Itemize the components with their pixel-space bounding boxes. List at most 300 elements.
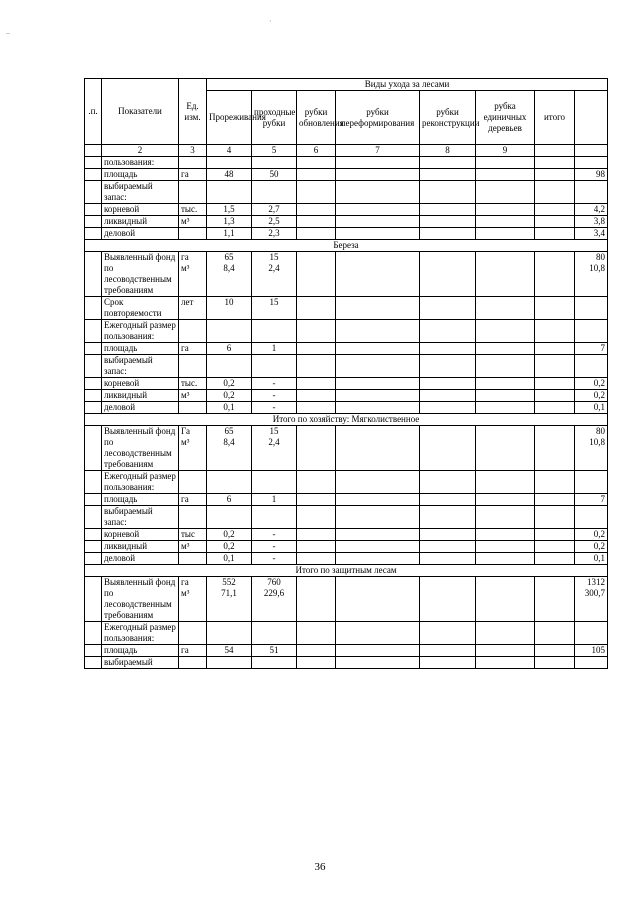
value-cell — [575, 320, 608, 343]
value-cell — [297, 204, 336, 216]
value-cell: 6 — [207, 494, 252, 506]
row-label: площадь — [102, 169, 179, 181]
row-number-cell — [85, 529, 102, 541]
row-label: деловой — [102, 553, 179, 565]
value-cell — [535, 494, 575, 506]
column-number: 4 — [207, 145, 252, 157]
row-label: Срок повторяемости — [102, 297, 179, 320]
table-row — [85, 343, 608, 355]
value-cell: 98 — [575, 169, 608, 181]
row-label: Ежегодный размер пользования: — [102, 471, 179, 494]
table-row — [85, 228, 608, 240]
table-row — [85, 426, 608, 471]
row-label: корневой — [102, 204, 179, 216]
value-cell — [420, 181, 476, 204]
value-cell — [336, 252, 420, 297]
value-cell: 65 8,4 — [207, 252, 252, 297]
row-label: выбираемый запас: — [102, 355, 179, 378]
value-cell: 15 2,4 — [252, 426, 297, 471]
value-cell — [336, 181, 420, 204]
section-title: Итого по хозяйству: Мягколиственное — [85, 414, 608, 426]
value-cell — [420, 157, 476, 169]
value-cell — [420, 506, 476, 529]
value-cell — [252, 355, 297, 378]
row-unit: тыс — [179, 529, 207, 541]
value-cell: 0,1 — [207, 553, 252, 565]
value-cell: 1312 300,7 — [575, 577, 608, 622]
value-cell: 760 229,6 — [252, 577, 297, 622]
value-cell: - — [252, 390, 297, 402]
value-cell — [420, 541, 476, 553]
table-row — [85, 553, 608, 565]
value-cell — [336, 204, 420, 216]
row-label: деловой — [102, 228, 179, 240]
value-cell — [476, 506, 535, 529]
value-cell — [420, 320, 476, 343]
table-row — [85, 577, 608, 622]
value-cell — [336, 390, 420, 402]
value-cell — [297, 390, 336, 402]
col-header-indicator: Показатели — [102, 79, 179, 145]
value-cell: 1 — [252, 343, 297, 355]
table-row — [85, 355, 608, 378]
value-cell — [336, 216, 420, 228]
value-cell — [336, 320, 420, 343]
value-cell — [207, 506, 252, 529]
value-cell — [420, 553, 476, 565]
value-cell — [336, 228, 420, 240]
value-cell — [297, 343, 336, 355]
row-unit: тыс. — [179, 378, 207, 390]
row-label: Выявленный фонд по лесоводственным требованиям — [102, 426, 179, 471]
value-cell — [297, 657, 336, 669]
table-row — [85, 297, 608, 320]
row-label: Ежегодный размер пользования: — [102, 320, 179, 343]
column-number: 8 — [420, 145, 476, 157]
value-cell: 0,2 — [575, 541, 608, 553]
value-cell: 0,2 — [207, 390, 252, 402]
value-cell — [476, 426, 535, 471]
value-cell — [207, 622, 252, 645]
value-cell — [476, 355, 535, 378]
value-cell — [535, 541, 575, 553]
value-cell — [476, 204, 535, 216]
value-cell: - — [252, 541, 297, 553]
value-cell: 0,2 — [207, 541, 252, 553]
value-cell — [476, 541, 535, 553]
value-cell — [252, 622, 297, 645]
value-cell — [297, 577, 336, 622]
value-cell — [336, 529, 420, 541]
column-number: 2 — [102, 145, 179, 157]
value-cell — [535, 506, 575, 529]
value-cell — [252, 181, 297, 204]
value-cell — [336, 553, 420, 565]
row-unit: Га м³ — [179, 426, 207, 471]
col-header: рубки реконструкции — [420, 91, 476, 145]
col-header: итого — [535, 91, 575, 145]
value-cell: - — [252, 553, 297, 565]
row-label: площадь — [102, 645, 179, 657]
value-cell: 51 — [252, 645, 297, 657]
value-cell — [476, 402, 535, 414]
value-cell — [297, 506, 336, 529]
value-cell — [575, 506, 608, 529]
value-cell: 2,3 — [252, 228, 297, 240]
value-cell — [336, 506, 420, 529]
value-cell — [297, 297, 336, 320]
value-cell — [575, 355, 608, 378]
value-cell — [297, 320, 336, 343]
value-cell: 50 — [252, 169, 297, 181]
value-cell — [336, 577, 420, 622]
value-cell — [476, 297, 535, 320]
col-header-unit: Ед. изм. — [179, 79, 207, 145]
table-row — [85, 402, 608, 414]
table-row — [85, 157, 608, 169]
value-cell — [535, 355, 575, 378]
row-unit — [179, 228, 207, 240]
value-cell — [420, 402, 476, 414]
table-row — [85, 622, 608, 645]
table-row — [85, 471, 608, 494]
value-cell — [535, 169, 575, 181]
value-cell — [476, 181, 535, 204]
value-cell — [420, 228, 476, 240]
value-cell — [476, 553, 535, 565]
row-number-cell — [85, 657, 102, 669]
value-cell — [535, 426, 575, 471]
table-row — [85, 657, 608, 669]
col-header: рубка единичных деревьев — [476, 91, 535, 145]
value-cell — [535, 622, 575, 645]
value-cell — [207, 657, 252, 669]
row-unit — [179, 157, 207, 169]
row-number-cell — [85, 390, 102, 402]
value-cell — [252, 320, 297, 343]
value-cell — [420, 343, 476, 355]
value-cell: 10 — [207, 297, 252, 320]
value-cell — [476, 494, 535, 506]
row-number-cell — [85, 157, 102, 169]
page-number: 36 — [314, 861, 326, 873]
value-cell: 0,1 — [575, 402, 608, 414]
value-cell — [535, 529, 575, 541]
row-number-cell — [85, 426, 102, 471]
value-cell — [297, 228, 336, 240]
value-cell — [420, 169, 476, 181]
value-cell — [420, 252, 476, 297]
value-cell — [535, 181, 575, 204]
row-label: ликвидный — [102, 390, 179, 402]
row-number-cell — [85, 228, 102, 240]
value-cell — [476, 157, 535, 169]
col-header-num: .п. — [85, 79, 102, 145]
value-cell — [476, 645, 535, 657]
row-label: ликвидный — [102, 216, 179, 228]
table-row — [85, 645, 608, 657]
value-cell — [297, 378, 336, 390]
row-number-cell — [85, 402, 102, 414]
value-cell — [476, 378, 535, 390]
value-cell — [336, 657, 420, 669]
row-number-cell — [85, 343, 102, 355]
value-cell — [420, 645, 476, 657]
value-cell — [207, 181, 252, 204]
value-cell — [207, 471, 252, 494]
row-unit: га — [179, 169, 207, 181]
value-cell — [476, 252, 535, 297]
value-cell — [420, 529, 476, 541]
row-number-cell — [85, 169, 102, 181]
value-cell — [476, 577, 535, 622]
row-label: пользования: — [102, 157, 179, 169]
value-cell — [476, 169, 535, 181]
value-cell: - — [252, 378, 297, 390]
row-unit: га м³ — [179, 252, 207, 297]
row-label: площадь — [102, 343, 179, 355]
value-cell — [207, 320, 252, 343]
column-number: 9 — [476, 145, 535, 157]
value-cell — [476, 216, 535, 228]
value-cell: 80 10,8 — [575, 252, 608, 297]
col-header-group: Виды ухода за лесами — [207, 79, 608, 91]
value-cell — [297, 252, 336, 297]
value-cell — [476, 343, 535, 355]
row-unit: лет — [179, 297, 207, 320]
value-cell — [336, 402, 420, 414]
value-cell — [297, 553, 336, 565]
row-unit: м³ — [179, 541, 207, 553]
value-cell: 105 — [575, 645, 608, 657]
row-number-cell — [85, 622, 102, 645]
row-unit — [179, 181, 207, 204]
row-number-cell — [85, 378, 102, 390]
value-cell: 80 10,8 — [575, 426, 608, 471]
row-number-cell — [85, 252, 102, 297]
value-cell: 0,2 — [575, 390, 608, 402]
value-cell — [420, 657, 476, 669]
value-cell — [535, 252, 575, 297]
value-cell: - — [252, 402, 297, 414]
value-cell: 48 — [207, 169, 252, 181]
value-cell — [535, 216, 575, 228]
value-cell: 6 — [207, 343, 252, 355]
row-unit: га — [179, 494, 207, 506]
col-header: проходные рубки — [252, 91, 297, 145]
table-row — [85, 378, 608, 390]
value-cell: 1,5 — [207, 204, 252, 216]
value-cell — [535, 297, 575, 320]
value-cell: 65 8,4 — [207, 426, 252, 471]
value-cell: 15 2,4 — [252, 252, 297, 297]
value-cell — [420, 577, 476, 622]
value-cell — [336, 297, 420, 320]
value-cell — [575, 622, 608, 645]
table-row — [85, 506, 608, 529]
value-cell: - — [252, 529, 297, 541]
value-cell — [575, 657, 608, 669]
table-row — [85, 181, 608, 204]
value-cell — [476, 320, 535, 343]
value-cell — [336, 157, 420, 169]
row-unit — [179, 553, 207, 565]
value-cell — [207, 157, 252, 169]
value-cell — [476, 390, 535, 402]
value-cell — [535, 657, 575, 669]
row-unit — [179, 355, 207, 378]
row-number-cell — [85, 181, 102, 204]
value-cell: 1 — [252, 494, 297, 506]
row-unit: м³ — [179, 390, 207, 402]
row-label: деловой — [102, 402, 179, 414]
row-unit — [179, 320, 207, 343]
value-cell: 7 — [575, 494, 608, 506]
value-cell — [252, 157, 297, 169]
row-unit: га — [179, 645, 207, 657]
table-row — [85, 169, 608, 181]
value-cell — [535, 553, 575, 565]
value-cell — [336, 169, 420, 181]
value-cell: 552 71,1 — [207, 577, 252, 622]
value-cell — [297, 645, 336, 657]
section-row — [85, 565, 608, 577]
row-number-cell — [85, 320, 102, 343]
value-cell — [535, 390, 575, 402]
section-row — [85, 414, 608, 426]
col-header: рубки переформирования — [336, 91, 420, 145]
row-number-cell — [85, 471, 102, 494]
row-label: корневой — [102, 529, 179, 541]
value-cell: 0,2 — [207, 378, 252, 390]
forest-care-table — [84, 78, 608, 669]
value-cell — [297, 426, 336, 471]
value-cell — [420, 622, 476, 645]
value-cell — [207, 355, 252, 378]
value-cell: 1,3 — [207, 216, 252, 228]
value-cell — [297, 181, 336, 204]
value-cell: 0,2 — [575, 378, 608, 390]
table-row — [85, 390, 608, 402]
value-cell: 1,1 — [207, 228, 252, 240]
value-cell — [297, 471, 336, 494]
value-cell: 0,1 — [575, 553, 608, 565]
col-header: рубки обновления — [297, 91, 336, 145]
table-row — [85, 216, 608, 228]
value-cell: 3,4 — [575, 228, 608, 240]
value-cell — [420, 355, 476, 378]
table-row — [85, 541, 608, 553]
row-unit — [179, 471, 207, 494]
row-label: Выявленный фонд по лесоводственным требованиям — [102, 252, 179, 297]
value-cell — [336, 343, 420, 355]
value-cell — [476, 622, 535, 645]
value-cell: 2,7 — [252, 204, 297, 216]
row-label: выбираемый запас: — [102, 506, 179, 529]
row-number-cell — [85, 553, 102, 565]
column-number: 6 — [297, 145, 336, 157]
value-cell — [297, 169, 336, 181]
value-cell — [420, 204, 476, 216]
value-cell: 0,2 — [207, 529, 252, 541]
value-cell — [297, 494, 336, 506]
value-cell — [252, 506, 297, 529]
row-unit: га м³ — [179, 577, 207, 622]
section-row — [85, 240, 608, 252]
value-cell — [420, 378, 476, 390]
row-label: ликвидный — [102, 541, 179, 553]
value-cell — [535, 228, 575, 240]
value-cell — [420, 390, 476, 402]
section-title: Итого по защитным лесам — [85, 565, 608, 577]
table-row — [85, 320, 608, 343]
row-unit: га — [179, 343, 207, 355]
row-label: корневой — [102, 378, 179, 390]
value-cell — [535, 320, 575, 343]
column-number: 3 — [179, 145, 207, 157]
value-cell — [535, 402, 575, 414]
value-cell — [336, 378, 420, 390]
value-cell — [420, 216, 476, 228]
value-cell: 3,8 — [575, 216, 608, 228]
value-cell — [535, 645, 575, 657]
row-number-cell — [85, 645, 102, 657]
value-cell — [297, 216, 336, 228]
value-cell — [535, 577, 575, 622]
table-row — [85, 204, 608, 216]
row-number-cell — [85, 494, 102, 506]
column-number — [575, 145, 608, 157]
value-cell — [297, 622, 336, 645]
row-unit — [179, 506, 207, 529]
value-cell — [535, 343, 575, 355]
row-unit — [179, 657, 207, 669]
row-number-cell — [85, 506, 102, 529]
row-label: выбираемый — [102, 657, 179, 669]
value-cell — [336, 471, 420, 494]
value-cell — [575, 181, 608, 204]
row-number-cell — [85, 297, 102, 320]
value-cell — [297, 529, 336, 541]
value-cell: 54 — [207, 645, 252, 657]
value-cell — [476, 228, 535, 240]
scan-mark: · — [269, 17, 272, 26]
value-cell — [297, 541, 336, 553]
value-cell — [297, 355, 336, 378]
value-cell — [420, 494, 476, 506]
scan-mark: – — [6, 28, 10, 37]
value-cell — [476, 529, 535, 541]
value-cell — [575, 157, 608, 169]
value-cell — [336, 645, 420, 657]
column-number: 5 — [252, 145, 297, 157]
value-cell — [535, 204, 575, 216]
value-cell — [336, 494, 420, 506]
value-cell — [420, 297, 476, 320]
value-cell: 2,5 — [252, 216, 297, 228]
value-cell — [535, 378, 575, 390]
col-header — [575, 91, 608, 145]
column-number: 7 — [336, 145, 420, 157]
table-row — [85, 529, 608, 541]
value-cell — [252, 471, 297, 494]
value-cell — [476, 657, 535, 669]
value-cell: 7 — [575, 343, 608, 355]
value-cell: 15 — [252, 297, 297, 320]
table-body — [85, 145, 608, 669]
row-unit — [179, 402, 207, 414]
value-cell — [297, 157, 336, 169]
